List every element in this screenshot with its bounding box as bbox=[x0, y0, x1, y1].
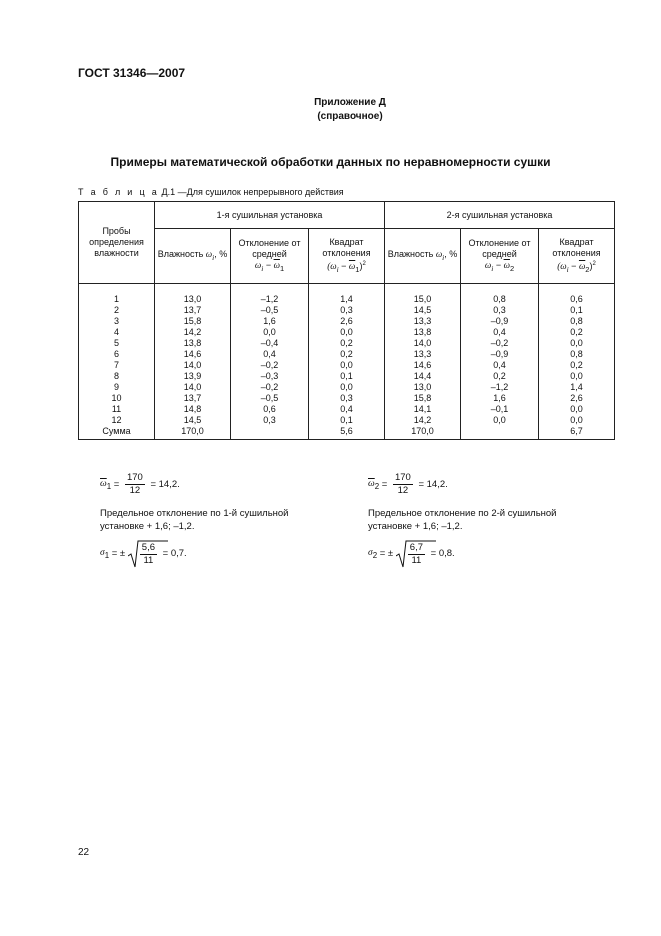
table-cell: 13,3 bbox=[385, 349, 461, 360]
table-cell: 0,8 bbox=[539, 349, 615, 360]
table-cell: 14,6 bbox=[155, 349, 231, 360]
table-cell: 13,0 bbox=[155, 284, 231, 306]
table-cell: –0,5 bbox=[231, 305, 309, 316]
table-row bbox=[79, 284, 615, 306]
table-cell: 12 bbox=[79, 415, 155, 426]
table-cell: 14,5 bbox=[155, 415, 231, 426]
table-cell: 5 bbox=[79, 338, 155, 349]
group-header-unit1: 1-я сушильная установка bbox=[155, 202, 385, 229]
table-cell: 6,7 bbox=[539, 426, 615, 440]
table-cell: –0,1 bbox=[461, 404, 539, 415]
table-cell: 14,0 bbox=[385, 338, 461, 349]
table-cell: –0,2 bbox=[461, 338, 539, 349]
table-cell: 0,3 bbox=[231, 415, 309, 426]
table-cell: 6 bbox=[79, 349, 155, 360]
table-cell: –0,2 bbox=[231, 382, 309, 393]
table-cell: 14,6 bbox=[385, 360, 461, 371]
table-cell: 0,3 bbox=[461, 305, 539, 316]
table-cell bbox=[231, 426, 309, 440]
col-header-moisture-1: Влажность $\omega_i$, % bbox=[155, 229, 231, 284]
table-cell: 0,3 bbox=[309, 305, 385, 316]
table-cell: 0,2 bbox=[539, 327, 615, 338]
table-cell: 11 bbox=[79, 404, 155, 415]
table-cell: 15,8 bbox=[155, 316, 231, 327]
table-cell: –1,2 bbox=[461, 382, 539, 393]
table-row bbox=[79, 338, 615, 349]
table-cell: 0,4 bbox=[309, 404, 385, 415]
table-cell: 0,6 bbox=[231, 404, 309, 415]
table-cell: 0,4 bbox=[231, 349, 309, 360]
table-row bbox=[79, 382, 615, 393]
table-cell: 0,0 bbox=[539, 415, 615, 426]
table-cell: 1,4 bbox=[309, 284, 385, 306]
table-cell: 14,2 bbox=[385, 415, 461, 426]
table-cell: 2,6 bbox=[309, 316, 385, 327]
table-cell: 0,8 bbox=[539, 316, 615, 327]
table-row bbox=[79, 426, 615, 440]
table-cell: 13,8 bbox=[155, 338, 231, 349]
table-caption-text: Д.1 —Для сушилок непрерывного действия bbox=[159, 187, 344, 197]
table-cell: 0,0 bbox=[309, 327, 385, 338]
limit-text-unit2: Предельное отклонение по 2-й сушильной установке + 1,6; –1,2. bbox=[368, 508, 557, 532]
table-cell bbox=[461, 426, 539, 440]
col-header-deviation-1: Отклонение от средней $\omega_i - \overline{\omega}_1$ bbox=[231, 229, 309, 284]
col-header-moisture-2: Влажность $\omega_i$, % bbox=[385, 229, 461, 284]
table-cell: 13,8 bbox=[385, 327, 461, 338]
table-cell: 0,2 bbox=[461, 371, 539, 382]
table-cell: 0,3 bbox=[309, 393, 385, 404]
page-number: 22 bbox=[78, 847, 90, 858]
table-cell: –1,2 bbox=[231, 284, 309, 306]
table-cell: 2,6 bbox=[539, 393, 615, 404]
table-cell: 0,2 bbox=[309, 338, 385, 349]
group-header-unit2: 2-я сушильная установка bbox=[385, 202, 615, 229]
table-row bbox=[79, 371, 615, 382]
table-row bbox=[79, 316, 615, 327]
appendix-title: Приложение Д bbox=[314, 97, 386, 108]
table-cell: –0,4 bbox=[231, 338, 309, 349]
table-cell: 15,8 bbox=[385, 393, 461, 404]
table-cell: 170,0 bbox=[155, 426, 231, 440]
table-cell: 0,0 bbox=[539, 371, 615, 382]
table-cell: 4 bbox=[79, 327, 155, 338]
table-cell: 13,7 bbox=[155, 305, 231, 316]
table-cell: 0,4 bbox=[461, 360, 539, 371]
drying-data-table bbox=[78, 201, 615, 440]
table-cell: 14,5 bbox=[385, 305, 461, 316]
table-cell: 14,0 bbox=[155, 360, 231, 371]
table-cell: 0,0 bbox=[539, 404, 615, 415]
table-caption bbox=[78, 187, 344, 197]
table-cell: 5,6 bbox=[309, 426, 385, 440]
square-root-icon: $\frac{5,6}{11}$ bbox=[128, 540, 160, 567]
table-cell: 10 bbox=[79, 393, 155, 404]
col-header-deviation-2: Отклонение от средней $\omega_i - \overline{\omega}_2$ bbox=[461, 229, 539, 284]
table-cell: –0,9 bbox=[461, 349, 539, 360]
table-cell: 0,0 bbox=[231, 327, 309, 338]
table-row bbox=[79, 305, 615, 316]
table-cell: 14,1 bbox=[385, 404, 461, 415]
table-cell: 1,4 bbox=[539, 382, 615, 393]
table-cell: 1 bbox=[79, 284, 155, 306]
table-cell: 13,0 bbox=[385, 382, 461, 393]
table-cell: –0,2 bbox=[231, 360, 309, 371]
limit-text-unit1: Предельное отклонение по 1-й сушильной установке + 1,6; –1,2. bbox=[100, 508, 289, 532]
table-cell: –0,3 bbox=[231, 371, 309, 382]
fraction: $\frac{170}{12}$ bbox=[394, 472, 411, 496]
table-cell: 0,0 bbox=[539, 338, 615, 349]
sigma-formula-unit1: $\sigma_1$ = ± $\frac{5,6}{11}$ = 0,7. bbox=[100, 542, 187, 566]
table-row bbox=[79, 393, 615, 404]
table-cell: Сумма bbox=[79, 426, 155, 440]
table-cell: 0,6 bbox=[539, 284, 615, 306]
table-row bbox=[79, 349, 615, 360]
table-cell: 8 bbox=[79, 371, 155, 382]
table-cell: 0,0 bbox=[309, 382, 385, 393]
table-cell: 9 bbox=[79, 382, 155, 393]
table-cell: 0,8 bbox=[461, 284, 539, 306]
table-cell: –0,9 bbox=[461, 316, 539, 327]
table-cell: 170,0 bbox=[385, 426, 461, 440]
table-cell: 0,1 bbox=[309, 371, 385, 382]
table-row bbox=[79, 360, 615, 371]
col-header-square-1: Квадрат отклонения $(\omega_i - \overline{\omega}_1)^2$ bbox=[309, 229, 385, 284]
col-header-probe: Пробы определения влажности bbox=[79, 202, 155, 284]
table-cell: 0,0 bbox=[461, 415, 539, 426]
page-title: Примеры математической обработки данных по неравномерности сушки bbox=[110, 155, 551, 169]
table-cell: 7 bbox=[79, 360, 155, 371]
table-cell: 13,7 bbox=[155, 393, 231, 404]
table-cell: 0,0 bbox=[309, 360, 385, 371]
fraction: $\frac{170}{12}$ bbox=[126, 472, 143, 496]
table-cell: 14,2 bbox=[155, 327, 231, 338]
square-root-icon: $\frac{6,7}{11}$ bbox=[396, 540, 428, 567]
table-cell: 0,1 bbox=[539, 305, 615, 316]
table-caption-label: Т а б л и ц а bbox=[78, 187, 159, 197]
table-cell: 2 bbox=[79, 305, 155, 316]
table-cell: 14,0 bbox=[155, 382, 231, 393]
appendix-subtitle: (справочное) bbox=[317, 111, 383, 122]
col-header-square-2: Квадрат отклонения $(\omega_i - \overline{\omega}_2)^2$ bbox=[539, 229, 615, 284]
table-cell: 1,6 bbox=[231, 316, 309, 327]
table-cell: 3 bbox=[79, 316, 155, 327]
table-row bbox=[79, 327, 615, 338]
table-body bbox=[79, 284, 615, 440]
table-cell: 13,9 bbox=[155, 371, 231, 382]
table-cell: 0,4 bbox=[461, 327, 539, 338]
table-cell: 1,6 bbox=[461, 393, 539, 404]
table-row bbox=[79, 415, 615, 426]
sigma-formula-unit2: $\sigma_2$ = ± $\frac{6,7}{11}$ = 0,8. bbox=[368, 542, 455, 566]
appendix-heading bbox=[200, 96, 500, 124]
table-cell: –0,5 bbox=[231, 393, 309, 404]
mean-formula-unit2: $\overline{\omega}_2$ = $\frac{170}{12}$ = 14,2. bbox=[368, 472, 448, 496]
table-cell: 13,3 bbox=[385, 316, 461, 327]
table-cell: 15,0 bbox=[385, 284, 461, 306]
document-code: ГОСТ 31346—2007 bbox=[78, 66, 186, 80]
mean-formula-unit1: $\overline{\omega}_1$ = $\frac{170}{12}$ = 14,2. bbox=[100, 472, 180, 496]
table-cell: 0,1 bbox=[309, 415, 385, 426]
table-row bbox=[79, 404, 615, 415]
table-cell: 0,2 bbox=[309, 349, 385, 360]
table-cell: 0,2 bbox=[539, 360, 615, 371]
table-cell: 14,8 bbox=[155, 404, 231, 415]
table-cell: 14,4 bbox=[385, 371, 461, 382]
